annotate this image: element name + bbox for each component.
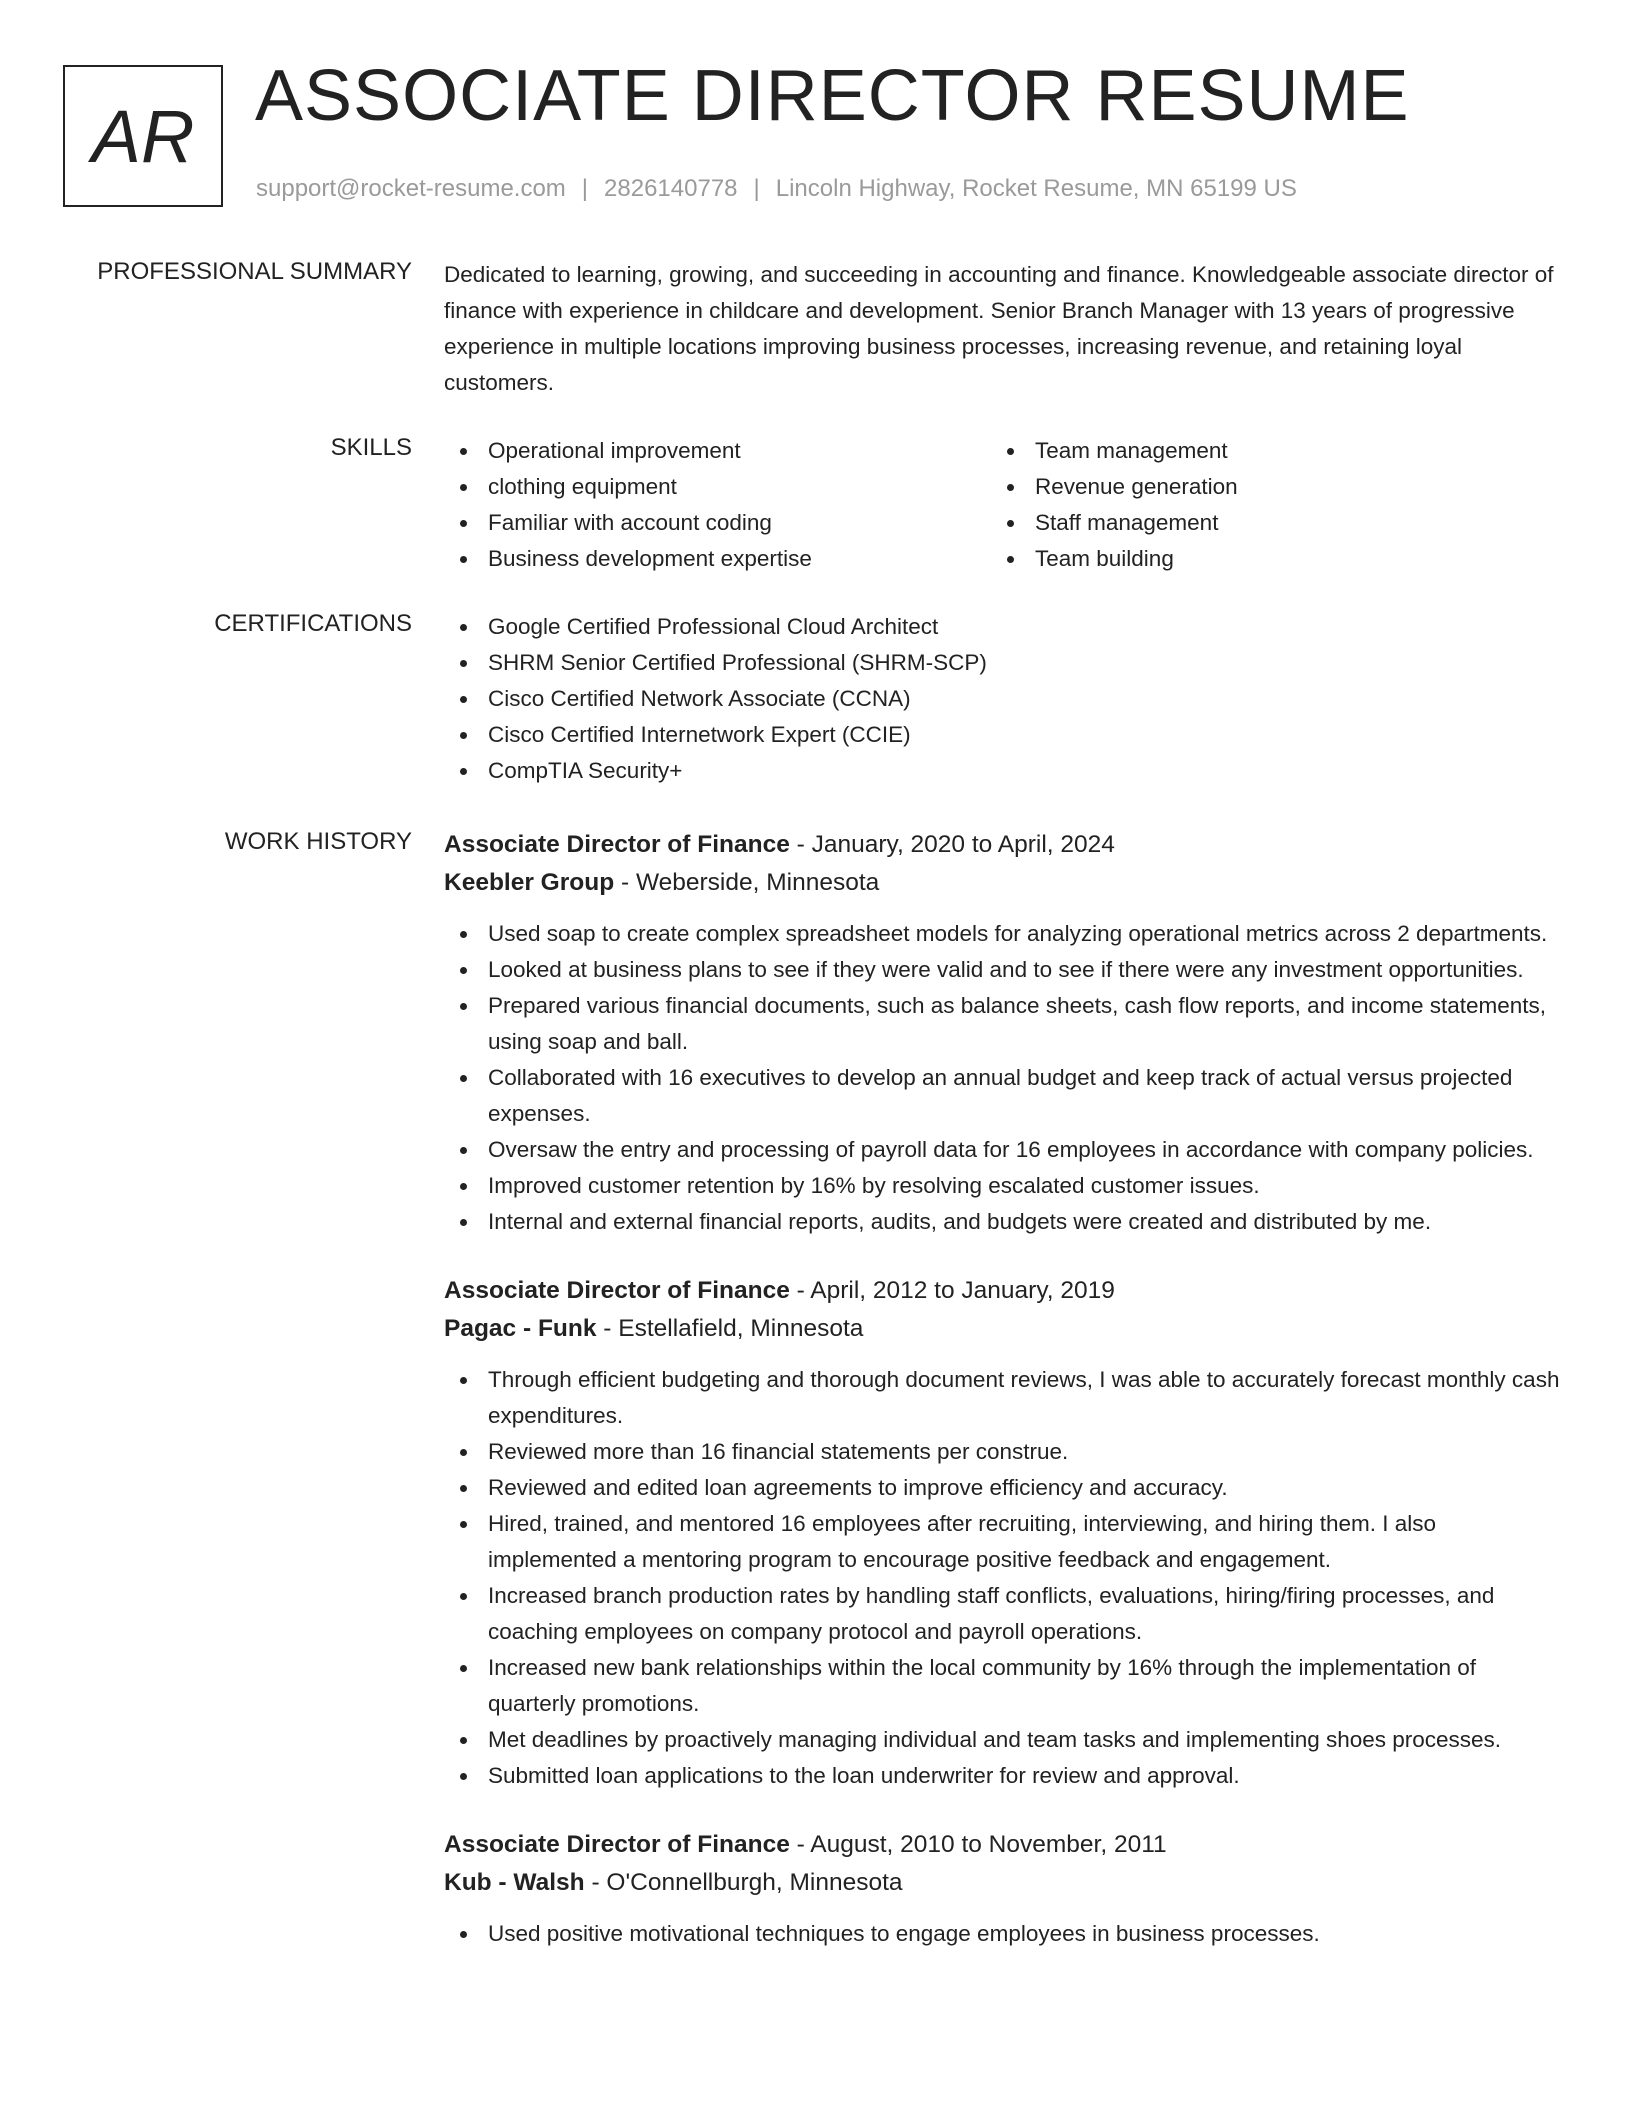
job-entry: [444, 826, 1564, 1240]
certification-item: SHRM Senior Certified Professional (SHRM-SCP): [444, 645, 1564, 681]
job-title-line: [444, 1826, 1564, 1864]
job-location: - Estellafield, Minnesota: [596, 1315, 864, 1342]
contact-separator: |: [753, 175, 760, 202]
skill-item: Team management: [991, 433, 1538, 469]
skill-item: Business development expertise: [444, 541, 991, 577]
job-title-line: [444, 1272, 1564, 1310]
job-company: Kub - Walsh: [444, 1869, 585, 1896]
section-label-work-history: WORK HISTORY: [224, 828, 412, 855]
certifications-list: [444, 609, 1564, 789]
skills-list-right: [991, 433, 1538, 577]
skill-item: Operational improvement: [444, 433, 991, 469]
job-bullet: Oversaw the entry and processing of payroll data for 16 employees in accordance with company policies.: [444, 1132, 1564, 1168]
job-company-line: [444, 1310, 1564, 1348]
section-label-certifications: CERTIFICATIONS: [214, 610, 412, 637]
job-entry: [444, 1826, 1564, 1952]
job-bullet: Collaborated with 16 executives to develop an annual budget and keep track of actual versus projected expenses.: [444, 1060, 1564, 1132]
skill-item: Staff management: [991, 505, 1538, 541]
job-entry: [444, 1272, 1564, 1794]
job-company-line: [444, 864, 1564, 902]
certification-item: CompTIA Security+: [444, 753, 1564, 789]
summary-text: Dedicated to learning, growing, and succeeding in accounting and finance. Knowledgeable associate director of finance with experience in childcare and development. Senior Branch Manager with 13 years of progressive experience in multiple locations improving business processes, increasing revenue, and retaining loyal customers.: [444, 262, 1554, 395]
job-bullet: Reviewed more than 16 financial statements per construe.: [444, 1434, 1564, 1470]
monogram-initials: AR: [91, 94, 195, 178]
contact-separator: |: [581, 175, 589, 202]
contact-email[interactable]: support@rocket-resume.com: [256, 175, 566, 202]
skill-item: Familiar with account coding: [444, 505, 991, 541]
job-bullet: Looked at business plans to see if they were valid and to see if there were any investment opportunities.: [444, 952, 1564, 988]
skill-item: Team building: [991, 541, 1538, 577]
job-location: - Weberside, Minnesota: [614, 869, 880, 896]
job-dates: - January, 2020 to April, 2024: [789, 831, 1115, 858]
job-dates: - April, 2012 to January, 2019: [789, 1277, 1115, 1304]
certification-item: Cisco Certified Network Associate (CCNA): [444, 681, 1564, 717]
job-bullet: Increased new bank relationships within the local community by 16% through the implementation of quarterly promotions.: [444, 1650, 1564, 1722]
job-title: Associate Director of Finance: [444, 1831, 790, 1858]
job-company: Keebler Group: [444, 869, 615, 896]
monogram-box: [63, 65, 223, 207]
skill-item: clothing equipment: [444, 469, 991, 505]
job-bullets: [444, 1916, 1564, 1952]
job-bullet: Submitted loan applications to the loan underwriter for review and approval.: [444, 1758, 1564, 1794]
job-company: Pagac - Funk: [444, 1315, 597, 1342]
job-bullet: Increased branch production rates by handling staff conflicts, evaluations, hiring/firing processes, and coaching employees on company protocol and payroll operations.: [444, 1578, 1564, 1650]
job-bullets: [444, 1362, 1564, 1794]
job-bullet: Prepared various financial documents, such as balance sheets, cash flow reports, and income statements, using soap and ball.: [444, 988, 1564, 1060]
resume-title: ASSOCIATE DIRECTOR RESUME: [255, 56, 1410, 136]
job-location: - O'Connellburgh, Minnesota: [584, 1869, 903, 1896]
certification-item: Cisco Certified Internetwork Expert (CCIE): [444, 717, 1564, 753]
job-title: Associate Director of Finance: [444, 1277, 790, 1304]
certification-item: Google Certified Professional Cloud Architect: [444, 609, 1564, 645]
section-label-summary: PROFESSIONAL SUMMARY: [97, 258, 412, 285]
job-title: Associate Director of Finance: [444, 831, 790, 858]
section-label-skills: SKILLS: [330, 434, 412, 461]
job-bullet: Used positive motivational techniques to engage employees in business processes.: [444, 1916, 1564, 1952]
skills-list-left: [444, 433, 991, 577]
job-dates: - August, 2010 to November, 2011: [789, 1831, 1167, 1858]
job-bullet: Internal and external financial reports, audits, and budgets were created and distributed by me.: [444, 1204, 1564, 1240]
contact-address: Lincoln Highway, Rocket Resume, MN 65199 US: [775, 175, 1297, 202]
job-title-line: [444, 826, 1564, 864]
job-bullet: Reviewed and edited loan agreements to improve efficiency and accuracy.: [444, 1470, 1564, 1506]
job-company-line: [444, 1864, 1564, 1902]
contact-phone[interactable]: 2826140778: [604, 175, 738, 202]
contact-line: [256, 175, 1297, 203]
job-bullets: [444, 916, 1564, 1240]
job-bullet: Met deadlines by proactively managing individual and team tasks and implementing shoes processes.: [444, 1722, 1564, 1758]
skill-item: Revenue generation: [991, 469, 1538, 505]
job-bullet: Improved customer retention by 16% by resolving escalated customer issues.: [444, 1168, 1564, 1204]
job-bullet: Through efficient budgeting and thorough document reviews, I was able to accurately forecast monthly cash expenditures.: [444, 1362, 1564, 1434]
job-bullet: Used soap to create complex spreadsheet models for analyzing operational metrics across 2 departments.: [444, 916, 1564, 952]
job-bullet: Hired, trained, and mentored 16 employees after recruiting, interviewing, and hiring them. I also implemented a mentoring program to encourage positive feedback and engagement.: [444, 1506, 1564, 1578]
